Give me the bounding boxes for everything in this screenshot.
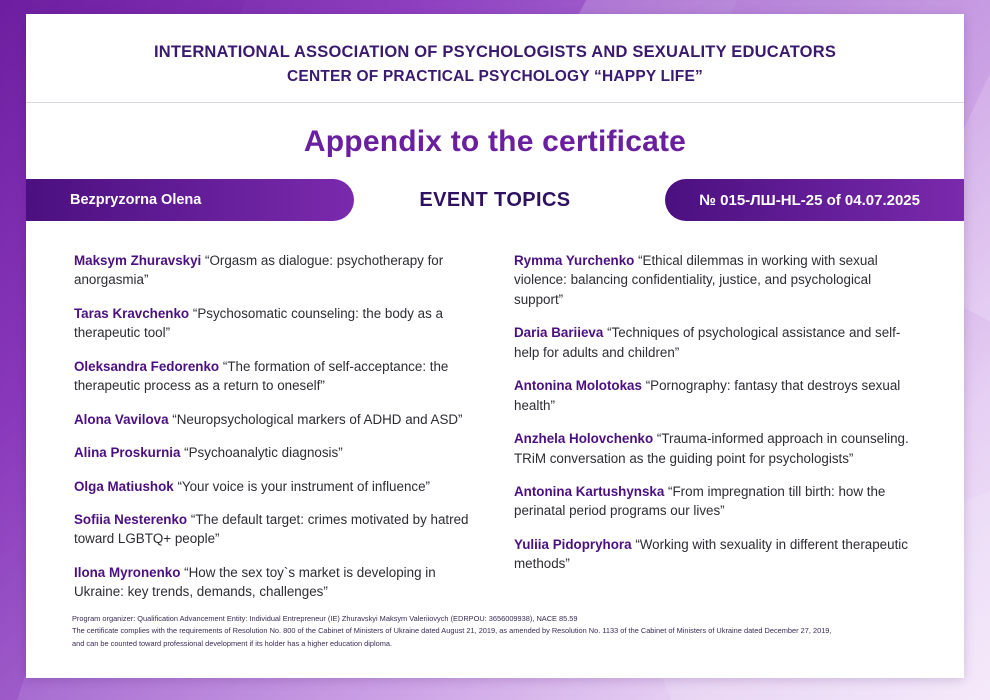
certificate-card — [26, 14, 964, 678]
topic-speaker: Anzhela Holovchenko — [514, 431, 654, 447]
topics-column-right — [514, 251, 916, 616]
certificate-number-badge: № 015-ЛШ-HL-25 of 04.07.2025 — [665, 179, 964, 221]
topic-title: “Trauma-informed approach in counseling. TRiM conversation as the guiding point for psychologists” — [514, 431, 909, 466]
topic-speaker: Antonina Molotokas — [514, 378, 642, 394]
footnote-line-3: and can be counted toward professional development if its holder has a higher education diploma. — [72, 638, 393, 648]
topic-speaker: Maksym Zhuravskyi — [74, 253, 202, 268]
list-item — [514, 482, 916, 521]
topics-column-left — [74, 251, 476, 616]
participant-name-badge: Bezpryzorna Olena — [26, 179, 354, 221]
topic-speaker: Taras Kravchenko — [74, 305, 190, 321]
topic-speaker: Yuliia Pidopryhora — [514, 536, 632, 552]
list-item — [514, 429, 916, 468]
ribbon-bar — [26, 179, 964, 221]
organization-name-line-2: CENTER OF PRACTICAL PSYCHOLOGY “HAPPY LIFE” — [287, 67, 703, 85]
topics-section — [26, 221, 964, 616]
list-item — [74, 357, 476, 396]
topic-speaker: Olga Matiushok — [74, 478, 174, 494]
list-item — [74, 443, 476, 462]
topic-title: “How the sex toy`s market is developing in Ukraine: key trends, demands, challenges” — [74, 564, 436, 600]
topic-title: “Psychoanalytic diagnosis” — [184, 445, 343, 461]
topic-title: “Neuropsychological markers of ADHD and ASD” — [172, 411, 463, 427]
topic-title: “Pornography: fantasy that destroys sexual health” — [514, 378, 901, 413]
list-item — [514, 376, 916, 415]
list-item — [74, 563, 476, 602]
topic-speaker: Alona Vavilova — [74, 411, 169, 427]
footnote-line-1: Program organizer: Qualification Advancement Entity: Individual Entrepreneur (IE) Zhuravskyi Maksym Valeriiovych (EDRPOU: 3656009938), NACE 85.59 — [72, 613, 578, 623]
list-item — [74, 477, 476, 496]
topic-title: “The default target: crimes motivated by hatred toward LGBTQ+ people” — [74, 511, 469, 547]
list-item — [514, 323, 916, 362]
topic-speaker: Sofiia Nesterenko — [74, 511, 188, 527]
page-title: Appendix to the certificate — [303, 125, 687, 158]
footnote — [72, 613, 918, 650]
topic-title: “Ethical dilemmas in working with sexual violence: balancing confidentiality, justice, and psychological support” — [514, 253, 878, 307]
section-title: EVENT TOPICS — [419, 189, 571, 211]
list-item — [74, 410, 476, 429]
topic-title: “Your voice is your instrument of influence” — [177, 478, 430, 494]
footnote-line-2: The certificate complies with the requirements of Resolution No. 800 of the Cabinet of Ministers of Ukraine dated August 21, 2019, as amended by Resolution No. 1133 of the Cabinet of Ministers of Ukraine dated December 27, 2019, — [72, 626, 832, 636]
list-item — [74, 251, 476, 290]
topic-title: “From impregnation till birth: how the perinatal period programs our lives” — [514, 483, 886, 519]
topic-speaker: Rymma Yurchenko — [514, 253, 635, 268]
topic-title: “Techniques of psychological assistance and self-help for adults and children” — [514, 325, 901, 360]
topic-speaker: Antonina Kartushynska — [514, 483, 665, 499]
list-item — [74, 304, 476, 343]
topic-speaker: Alina Proskurnia — [74, 445, 181, 461]
topic-speaker: Ilona Myronenko — [74, 564, 181, 580]
topic-speaker: Oleksandra Fedorenko — [74, 358, 220, 374]
organization-name-line-1: INTERNATIONAL ASSOCIATION OF PSYCHOLOGISTS AND SEXUALITY EDUCATORS — [153, 43, 837, 61]
list-item — [74, 510, 476, 549]
list-item — [514, 535, 916, 574]
topic-speaker: Daria Bariieva — [514, 325, 604, 341]
topic-title: “The formation of self-acceptance: the therapeutic process as a return to oneself” — [74, 358, 449, 394]
topic-title: “Working with sexuality in different therapeutic methods” — [514, 536, 908, 572]
topic-title: “Psychosomatic counseling: the body as a therapeutic tool” — [74, 305, 443, 341]
organization-header — [26, 14, 964, 103]
list-item — [514, 251, 916, 309]
topic-title: “Orgasm as dialogue: psychotherapy for anorgasmia” — [74, 253, 444, 288]
